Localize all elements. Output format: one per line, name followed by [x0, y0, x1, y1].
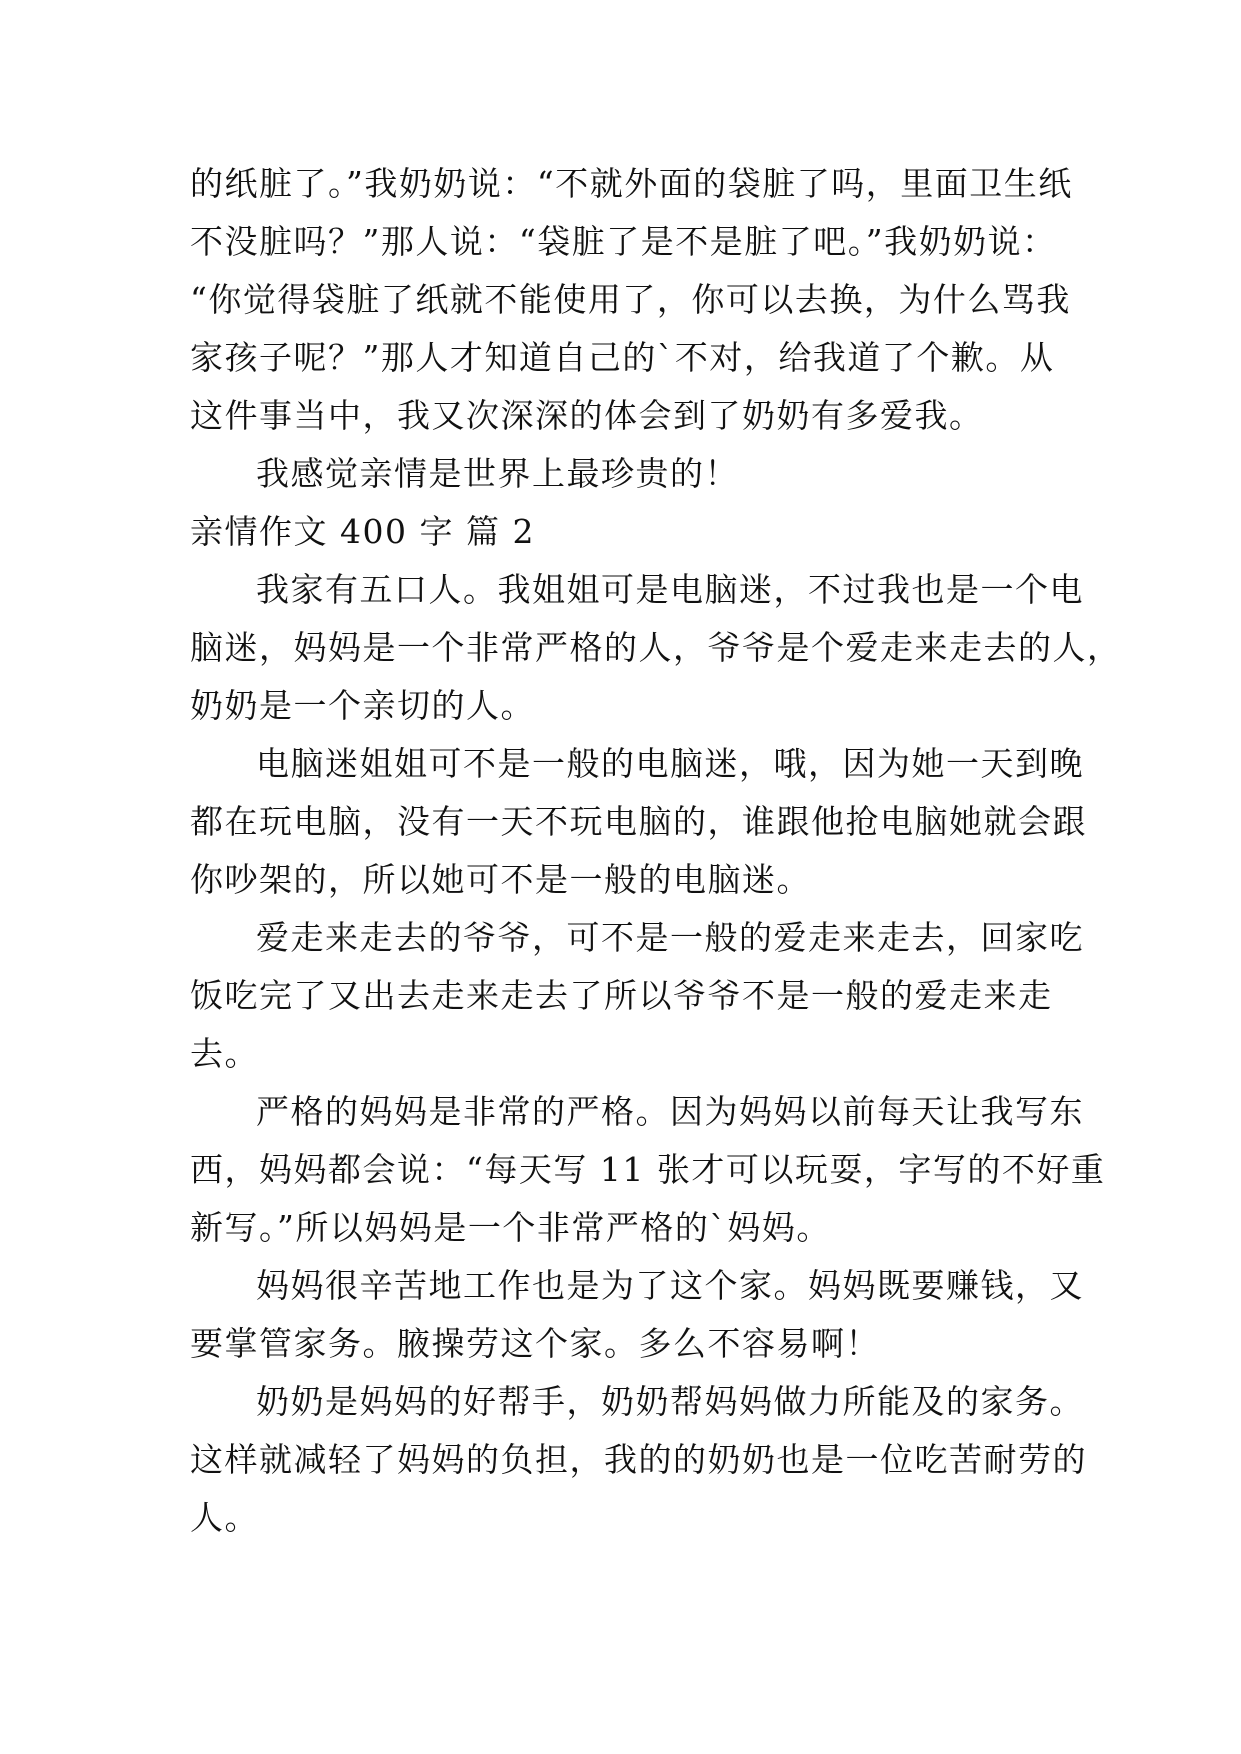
paragraph-line: 脑迷，妈妈是一个非常严格的人，爷爷是个爱走来走去的人， [190, 628, 1122, 667]
paragraph-line: 电脑迷姐姐可不是一般的电脑迷，哦，因为她一天到晚 [256, 744, 1084, 783]
paragraph-line: 爱走来走去的爷爷，可不是一般的爱走来走去，回家吃 [256, 918, 1084, 957]
paragraph-line: 都在玩电脑，没有一天不玩电脑的，谁跟他抢电脑她就会跟 [190, 802, 1087, 841]
paragraph-line: 新写。”所以妈妈是一个非常严格的`妈妈。 [190, 1208, 831, 1247]
paragraph-line: 这样就减轻了妈妈的负担，我的的奶奶也是一位吃苦耐劳的 [190, 1440, 1087, 1479]
section-heading: 亲情作文 400 字 篇 2 [190, 512, 535, 551]
essay-text [190, 155, 1122, 1547]
conclusion-paragraph: 我感觉亲情是世界上最珍贵的！ [256, 454, 739, 493]
paragraph-line: 我家有五口人。我姐姐可是电脑迷，不过我也是一个电 [256, 570, 1084, 609]
paragraph-line: 人。 [190, 1498, 259, 1537]
paragraph-line: 去。 [190, 1034, 259, 1073]
paragraph-line: 不没脏吗？”那人说：“袋脏了是不是脏了吧。”我奶奶说： [190, 222, 1057, 261]
paragraph-line: 你吵架的，所以她可不是一般的电脑迷。 [190, 860, 811, 899]
paragraph-line: 奶奶是妈妈的好帮手，奶奶帮妈妈做力所能及的家务。 [256, 1382, 1084, 1421]
paragraph-line: 家孩子呢？”那人才知道自己的`不对，给我道了个歉。从 [190, 338, 1055, 377]
paragraph-line: 要掌管家务。腋操劳这个家。多么不容易啊！ [190, 1324, 880, 1363]
paragraph-line: 的纸脏了。”我奶奶说：“不就外面的袋脏了吗，里面卫生纸 [190, 164, 1073, 203]
paragraph-line: 饭吃完了又出去走来走去了所以爷爷不是一般的爱走来走 [190, 976, 1053, 1015]
paragraph-line: “你觉得袋脏了纸就不能使用了，你可以去换，为什么骂我 [190, 280, 1071, 319]
paragraph-line: 这件事当中，我又次深深的体会到了奶奶有多爱我。 [190, 396, 984, 435]
paragraph-line: 严格的妈妈是非常的严格。因为妈妈以前每天让我写东 [256, 1092, 1084, 1131]
paragraph-line: 西，妈妈都会说：“每天写 11 张才可以玩耍，字写的不好重 [190, 1150, 1106, 1189]
paragraph-line: 妈妈很辛苦地工作也是为了这个家。妈妈既要赚钱，又 [256, 1266, 1084, 1305]
paragraph-line: 奶奶是一个亲切的人。 [190, 686, 535, 725]
